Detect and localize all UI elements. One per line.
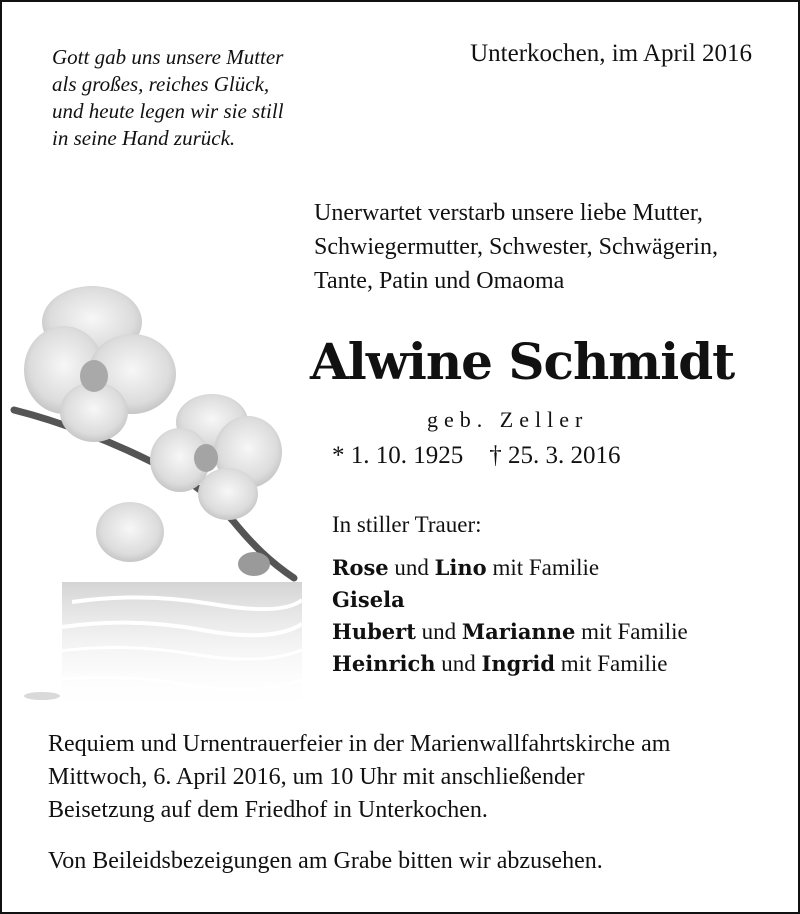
mourner-suffix: mit Familie	[581, 619, 688, 644]
mourner-conj: und	[441, 651, 476, 676]
mourner-row	[332, 616, 688, 648]
mourner-conj: und	[394, 555, 429, 580]
mourner-name: Hubert	[332, 619, 416, 644]
mourner-name: Gisela	[332, 587, 405, 612]
mourner-row	[332, 552, 688, 584]
mourner-name: Heinrich	[332, 651, 436, 676]
mourner-suffix: mit Familie	[560, 651, 668, 676]
intro-line: Tante, Patin und Omaoma	[314, 268, 565, 294]
mourners-list	[332, 552, 688, 680]
orchid-branch-icon	[2, 282, 312, 722]
mourning-label: In stiller Trauer:	[332, 512, 482, 537]
mourner-name: Rose	[332, 555, 389, 580]
poem-line: und heute legen wir sie still	[52, 99, 284, 123]
intro-line: Schwiegermutter, Schwester, Schwägerin,	[314, 234, 718, 260]
mourner-conj: und	[421, 619, 457, 644]
mourner-row	[332, 648, 688, 680]
service-line: Beisetzung auf dem Friedhof in Unterkochen.	[48, 797, 488, 823]
birth-date: * 1. 10. 1925	[332, 442, 464, 469]
closing-note: Von Beileidsbezeigungen am Grabe bitten wir abzusehen.	[48, 848, 603, 874]
mourner-name: Marianne	[461, 619, 576, 644]
memorial-poem	[52, 44, 284, 152]
service-line: Mittwoch, 6. April 2016, um 10 Uhr mit anschließender	[48, 764, 585, 790]
intro-line: Unerwartet verstarb unsere liebe Mutter,	[314, 200, 703, 226]
poem-line: als großes, reiches Glück,	[52, 72, 270, 96]
poem-line: Gott gab uns unsere Mutter	[52, 45, 284, 69]
death-date: † 25. 3. 2016	[489, 442, 621, 469]
mourner-suffix: mit Familie	[492, 555, 600, 580]
place-date: Unterkochen, im April 2016	[470, 40, 752, 67]
life-dates	[332, 442, 621, 470]
deceased-name: Alwine Schmidt	[310, 332, 735, 391]
mourner-name: Lino	[434, 555, 487, 580]
service-line: Requiem und Urnentrauerfeier in der Marienwallfahrtskirche am	[48, 731, 671, 757]
intro-text	[314, 196, 718, 298]
poem-line: in seine Hand zurück.	[52, 126, 236, 150]
mourner-name: Ingrid	[481, 651, 556, 676]
birth-name: geb. Zeller	[427, 407, 589, 432]
mourner-row	[332, 584, 688, 616]
service-info	[48, 728, 670, 827]
